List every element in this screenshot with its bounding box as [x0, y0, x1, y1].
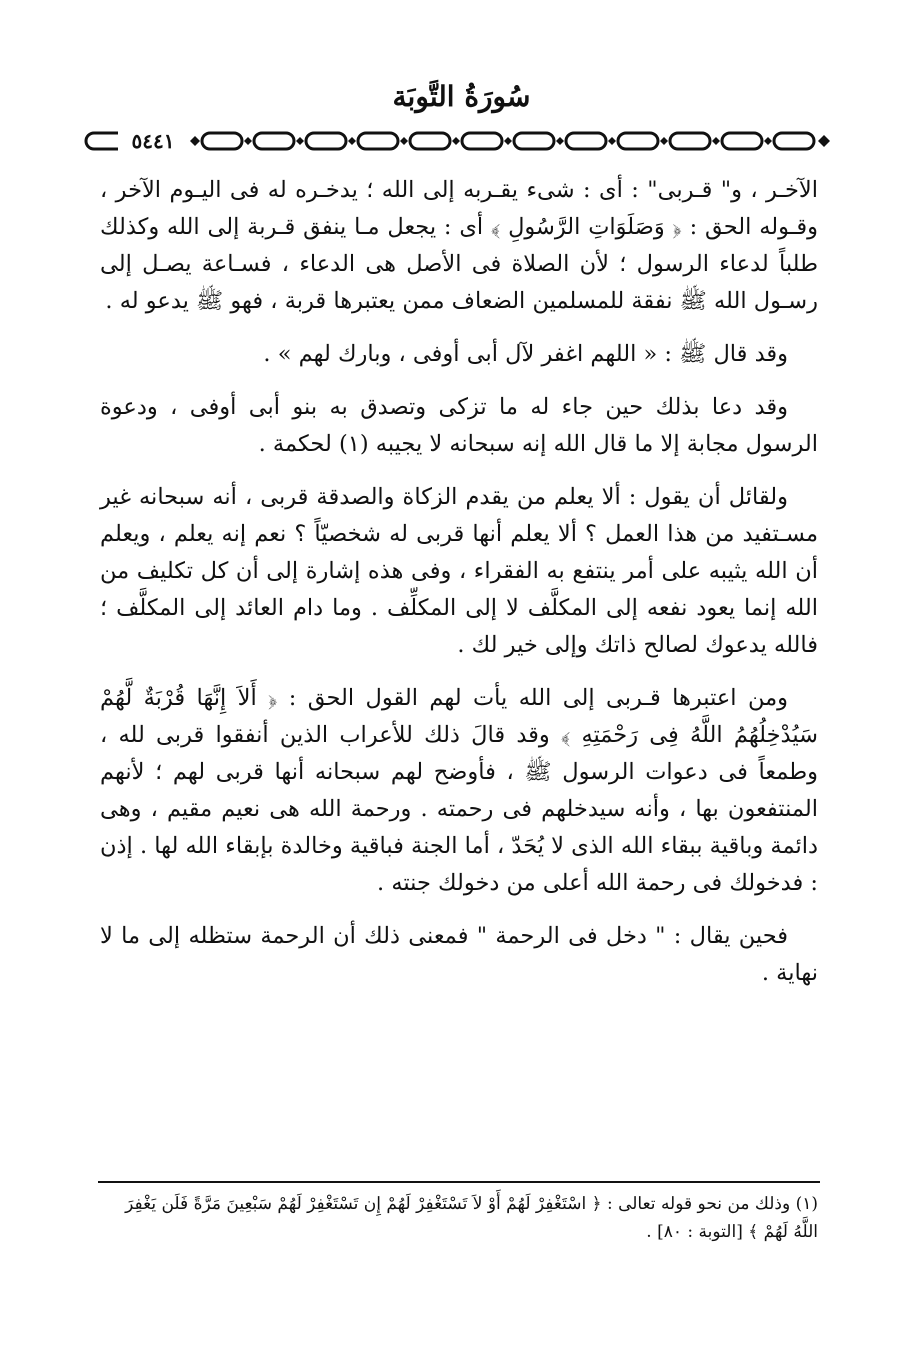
paragraph: ولقائل أن يقول : ألا يعلم من يقدم الزكاة والصدقة قربى ، أنه سبحانه غير مسـتفيد من هذا العمل ؟ ألا يعلم أنها قربى له شخصيّاً ؟ نعم إنه يعلم ، ويعلم أن الله يثيبه على أمر ينتفع به الفقراء ، وفى هذه إشارة إلى أن كل تكليف من الله إنما يعود نفعه إلى المكلَّف لا إلى المكلِّف . وما دام العائد إلى المكلَّف ؛ فالله يدعوك لصالح ذاتك وإلى خير لك . [100, 484, 818, 658]
surah-title: سُورَةُ التَّوبَة [392, 80, 531, 113]
ornament-chain-icon [82, 128, 842, 154]
paragraph: ومن اعتبرها قـربى إلى الله يأت لهم القول الحق : ﴿ أَلاَ إِنَّهَا قُرْبَةٌ لَّهُمْ سَيُدْخِلُهُمُ اللَّهُ فِى رَحْمَتِهِ ﴾ وقد قالَ ذلك للأعراب الذين أنفقوا قربى لله ، وطمعاً فى دعوات الرسول ﷺ ، فأوضح لهم سبحانه أنها قربى لهم ؛ لأنهم المنتفعون بها ، وأنه سيدخلهم فى رحمته . ورحمة الله هى نعيم مقيم ، وهى دائمة وباقية ببقاء الله الذى لا يُحَدّ ، أما الجنة فباقية وخالدة بإبقاء الله لها . إذن : فدخولك فى رحمة الله أعلى من دخولك جنته . [100, 685, 818, 896]
ornamental-header-band [82, 128, 842, 154]
paragraph: وقد دعا بذلك حين جاء له ما تزكى وتصدق به بنو أبى أوفى ، ودعوة الرسول مجابة إلا ما قال الله إنه سبحانه لا يجيبه (١) لحكمة . [100, 394, 818, 457]
footnote-text: (١) وذلك من نحو قوله تعالى : ﴿ اسْتَغْفِرْ لَهُمْ أَوْ لاَ تَسْتَغْفِرْ لَهُمْ إِن تَسْتَغْفِرْ لَهُمْ سَبْعِينَ مَرَّةً فَلَن يَغْفِرَ اللَّهُ لَهُمْ ﴾ [التوبة : ٨٠] . [125, 1194, 818, 1242]
paragraph: فحين يقال : " دخل فى الرحمة " فمعنى ذلك أن الرحمة ستظله إلى ما لا نهاية . [100, 923, 818, 986]
main-text [100, 172, 818, 1008]
paragraph: وقد قال ﷺ : « اللهم اغفر لآل أبى أوفى ، وبارك لهم » . [263, 341, 788, 367]
page-number: ٥٤٤١ [118, 128, 188, 154]
footnote-divider [98, 1181, 820, 1183]
footnote [100, 1190, 818, 1246]
paragraph: الآخـر ، و" قـربى" : أى : شىء يقـربه إلى الله ؛ يدخـره له فى اليـوم الآخر ، وقـوله الحق : ﴿ وَصَلَوَاتِ الرَّسُولِ ﴾ أى : يجعل مـا ينفق قـربة إلى الله وكذلك طلباً لدعاء الرسول ؛ لأن الصلاة فى الأصل هى الدعاء ، فسـاعة يصـل إلى رسـول الله ﷺ نفقة للمسلمين الضعاف ممن يعتبرها قربة ، فهو ﷺ يدعو له . [100, 177, 818, 314]
